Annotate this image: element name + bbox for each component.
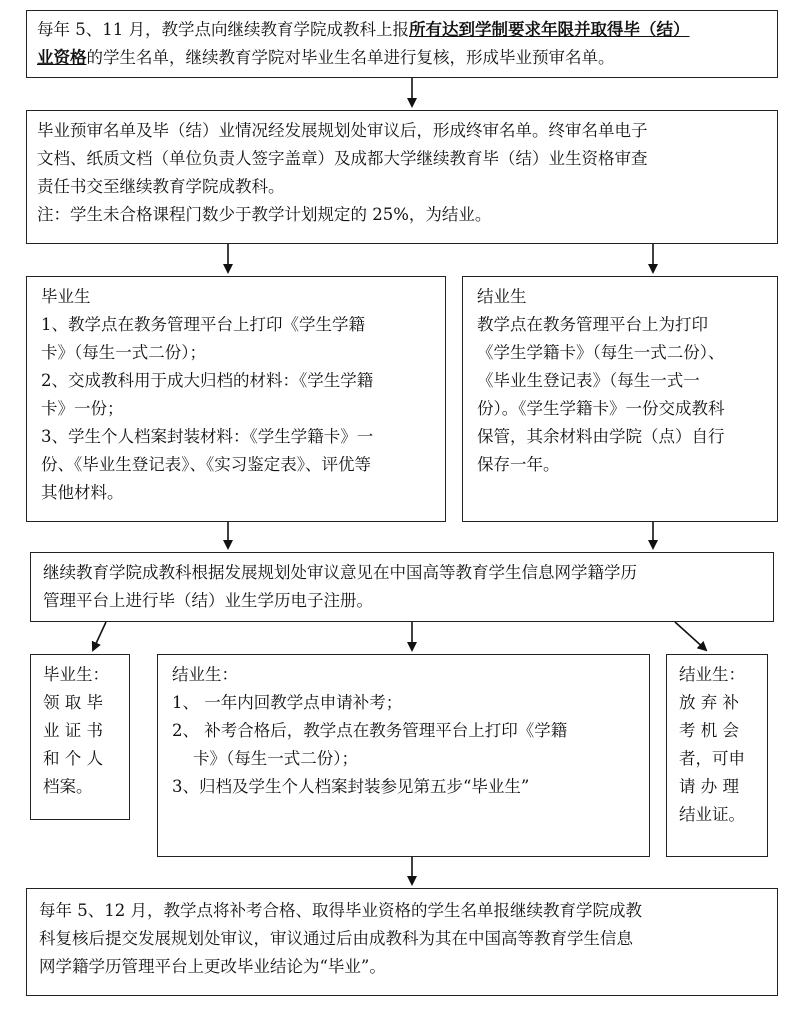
step6-box — [26, 888, 778, 996]
left-graduate-line: 和 个 人 — [43, 749, 103, 768]
step1-text-a: 每年 5、11 月，教学点向继续教育学院成教科上报 — [37, 20, 409, 39]
left-graduate-line: 领 取 毕 — [43, 693, 103, 712]
mid-completion-line: 卡》（每生一式二份）； — [172, 749, 358, 768]
left-graduate-line: 毕业生： — [43, 665, 109, 684]
graduate-title: 毕业生 — [41, 287, 91, 306]
step4-box — [30, 552, 774, 622]
step1-text-b: 的学生名单，继续教育学院对毕业生名单进行复核，形成毕业预审名单。 — [86, 48, 615, 67]
mid-completion-line: 2、 补考合格后，教学点在教务管理平台上打印《学籍 — [172, 721, 568, 740]
completion-line: 份）。《学生学籍卡》一份交成教科 — [477, 399, 725, 418]
step1-emphasis-a: 所有达到学制要求年限并取得毕（结） — [408, 20, 690, 39]
right-completion-line: 者，可申 — [679, 749, 745, 768]
left-graduate-line: 档案。 — [43, 777, 93, 796]
right-completion-box — [666, 654, 768, 857]
step1-emphasis-b: 业资格 — [37, 48, 87, 67]
completion-line: 《学生学籍卡》（每生一式二份）、 — [477, 343, 725, 362]
graduate-line: 3、学生个人档案封装材料：《学生学籍卡》一 — [41, 427, 374, 446]
step2-line: 毕业预审名单及毕（结）业情况经发展规划处审议后，形成终审名单。终审名单电子 — [37, 121, 648, 140]
step1-box — [26, 10, 778, 78]
completion-title: 结业生 — [477, 287, 527, 306]
graduate-line: 1、教学点在教务管理平台上打印《学生学籍 — [41, 315, 365, 334]
right-completion-line: 结业生： — [679, 665, 745, 684]
completion-line: 保管，其余材料由学院（点）自行 — [477, 427, 725, 446]
right-completion-line: 结业证。 — [679, 805, 745, 824]
step2-line: 文档、纸质文档（单位负责人签字盖章）及成都大学继续教育毕（结）业生资格审查 — [37, 149, 648, 168]
left-graduate-line: 业 证 书 — [43, 721, 103, 740]
mid-completion-line: 3、归档及学生个人档案封装参见第五步“毕业生” — [172, 777, 530, 796]
arrow-step4-to-left — [93, 622, 106, 650]
step6-line: 网学籍学历管理平台上更改毕业结论为“毕业”。 — [39, 957, 386, 976]
step1-line2 — [37, 44, 767, 72]
arrow-step4-to-right — [675, 622, 706, 650]
completion-line: 保存一年。 — [477, 455, 560, 474]
completion-line: 《毕业生登记表》（每生一式一 — [477, 371, 700, 390]
mid-completion-box — [157, 654, 650, 857]
step2-line: 责任书交至继续教育学院成教科。 — [37, 177, 285, 196]
step1-line1 — [37, 16, 767, 44]
mid-completion-title: 结业生： — [172, 665, 238, 684]
mid-completion-line: 1、 一年内回教学点申请补考； — [172, 693, 403, 712]
left-graduate-box — [30, 654, 130, 820]
graduate-box — [26, 276, 446, 522]
right-completion-line: 请 办 理 — [679, 777, 739, 796]
right-completion-line: 考 机 会 — [679, 721, 739, 740]
step4-line: 继续教育学院成教科根据发展规划处审议意见在中国高等教育学生信息网学籍学历 — [43, 563, 637, 582]
graduate-line: 卡》（每生一式二份）； — [41, 343, 206, 362]
completion-line: 教学点在教务管理平台上为打印 — [477, 315, 708, 334]
completion-box — [462, 276, 778, 522]
step2-box — [26, 110, 778, 244]
step2-note: 注：学生未合格课程门数少于教学计划规定的 25%，为结业。 — [37, 205, 492, 224]
graduate-line: 2、交成教科用于成大归档的材料：《学生学籍 — [41, 371, 374, 390]
step6-line: 每年 5、12 月，教学点将补考合格、取得毕业资格的学生名单报继续教育学院成教 — [39, 901, 642, 920]
right-completion-line: 放 弃 补 — [679, 693, 739, 712]
graduate-line: 卡》一份； — [41, 399, 124, 418]
graduate-line: 份、《毕业生登记表》、《实习鉴定表》、评优等 — [41, 455, 371, 474]
step6-line: 科复核后提交发展规划处审议，审议通过后由成教科为其在中国高等教育学生信息 — [39, 929, 633, 948]
step4-line: 管理平台上进行毕（结）业生学历电子注册。 — [43, 591, 373, 610]
graduate-line: 其他材料。 — [41, 483, 124, 502]
